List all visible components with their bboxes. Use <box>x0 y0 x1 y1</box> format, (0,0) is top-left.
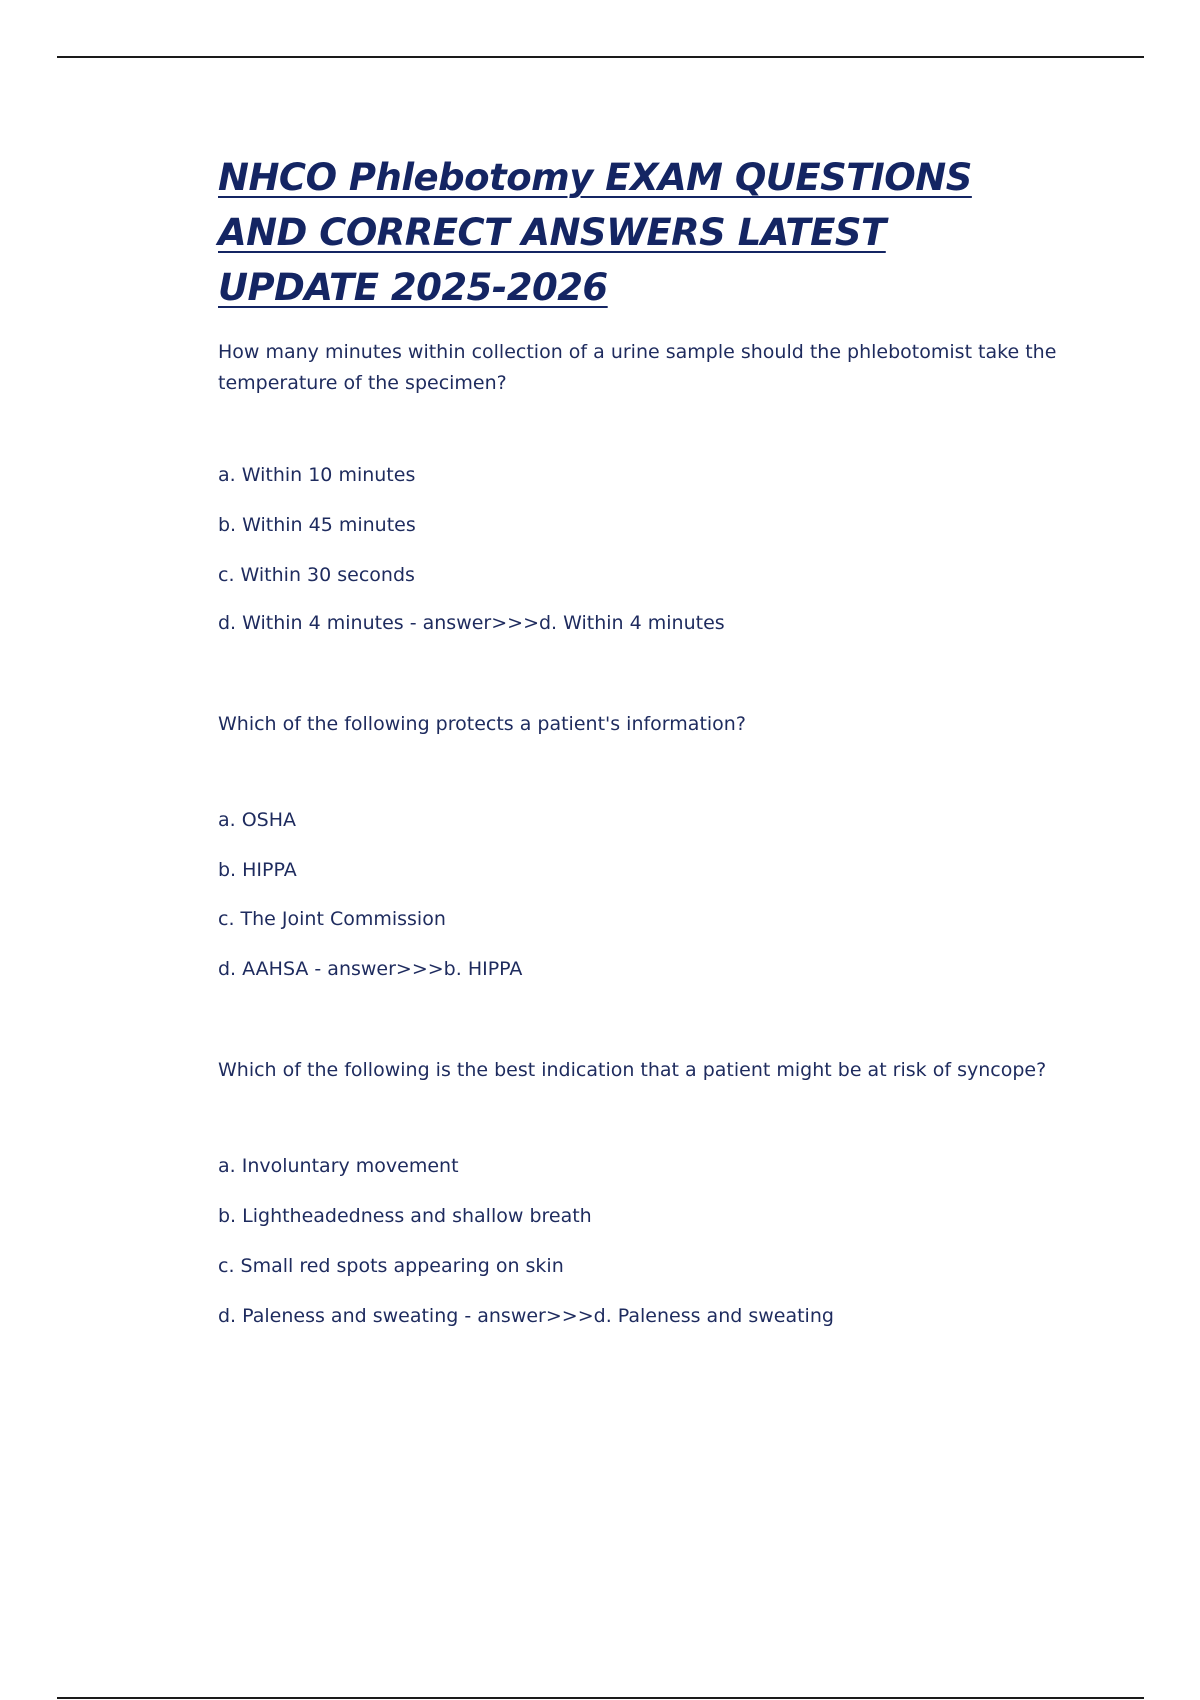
top-rule <box>57 56 1144 58</box>
option-a: a. Involuntary movement <box>218 1155 459 1177</box>
document-body <box>218 150 1118 1328</box>
option-b: b. HIPPA <box>218 859 297 881</box>
option-b: b. Lightheadedness and shallow breath <box>218 1205 592 1227</box>
option-b: b. Within 45 minutes <box>218 514 416 536</box>
question-1 <box>218 337 1118 635</box>
option-a: a. OSHA <box>218 809 297 831</box>
bottom-rule <box>57 1697 1144 1699</box>
option-c: c. Within 30 seconds <box>218 564 415 586</box>
option-a: a. Within 10 minutes <box>218 464 416 486</box>
document-title: NHCO Phlebotomy EXAM QUESTIONS AND CORRECT ANSWERS LATEST UPDATE 2025-2026 <box>218 156 972 309</box>
option-d-answer: d. Paleness and sweating - answer>>>d. Paleness and sweating <box>218 1305 834 1327</box>
question-2 <box>218 709 1118 981</box>
option-c: c. The Joint Commission <box>218 908 446 930</box>
option-d-answer: d. AAHSA - answer>>>b. HIPPA <box>218 958 523 980</box>
question-3 <box>218 1055 1118 1328</box>
question-text: Which of the following is the best indication that a patient might be at risk of syncope? <box>218 1059 1047 1081</box>
option-c: c. Small red spots appearing on skin <box>218 1255 564 1277</box>
option-d-answer: d. Within 4 minutes - answer>>>d. Within 4 minutes <box>218 612 725 634</box>
question-text: How many minutes within collection of a urine sample should the phlebotomist take the temperature of the specimen? <box>218 341 1057 394</box>
question-text: Which of the following protects a patient's information? <box>218 713 746 735</box>
